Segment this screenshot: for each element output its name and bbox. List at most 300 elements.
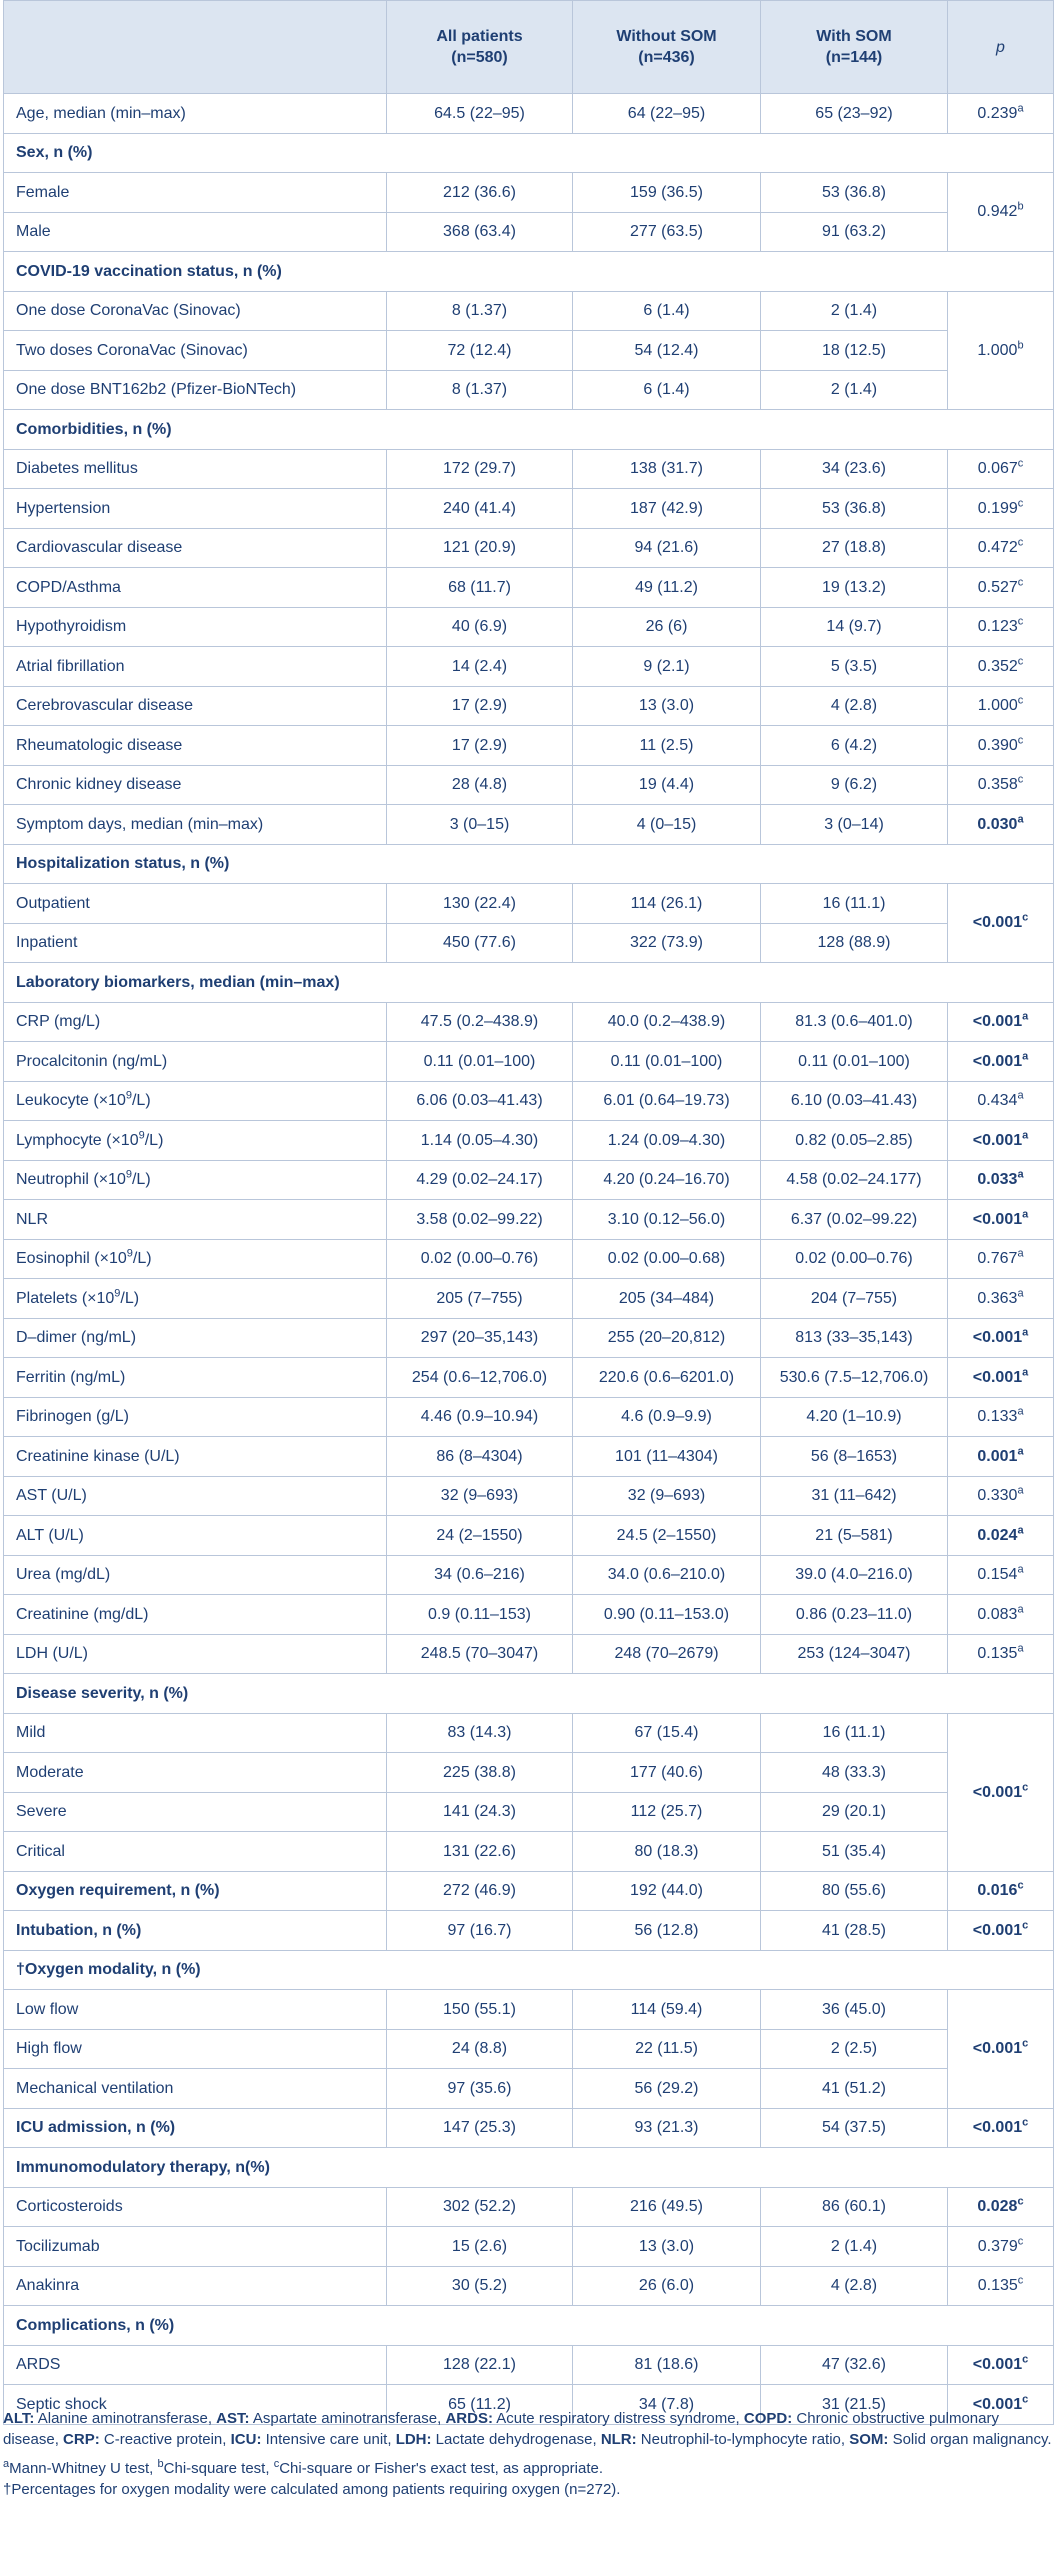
value-with-som: 2 (1.4): [761, 292, 948, 331]
section-row: [4, 1951, 1054, 1990]
table-row: [4, 2188, 1054, 2227]
value-without-som: 64 (22–95): [573, 94, 761, 134]
table-row: [4, 1635, 1054, 1674]
section-row: [4, 134, 1054, 173]
p-value: <0.001$^c$: [948, 2109, 1054, 2148]
p-value: 0.024$^a$: [948, 1516, 1054, 1556]
value-without-som: 26 (6): [573, 608, 761, 647]
row-label: Oxygen requirement, n (%): [4, 1872, 387, 1911]
value-without-som: 101 (11–4304): [573, 1437, 761, 1477]
value-without-som: 322 (73.9): [573, 924, 761, 963]
row-label: Platelets $(\times 10^9/L)$: [4, 1279, 387, 1319]
value-with-som: 530.6 (7.5–12,706.0): [761, 1358, 948, 1398]
value-all-patients: 0.9 (0.11–153): [387, 1595, 573, 1635]
p-value: 0.358$^c$: [948, 766, 1054, 805]
value-without-som: 54 (12.4): [573, 331, 761, 371]
value-all-patients: 83 (14.3): [387, 1714, 573, 1753]
section-heading: Laboratory biomarkers, median (min–max): [4, 963, 1054, 1003]
header-p-value: p: [948, 1, 1054, 94]
row-label: Mechanical ventilation: [4, 2069, 387, 2109]
value-without-som: 220.6 (0.6–6201.0): [573, 1358, 761, 1398]
row-label: LDH (U/L): [4, 1635, 387, 1674]
value-with-som: 2 (1.4): [761, 2227, 948, 2267]
value-all-patients: 225 (38.8): [387, 1753, 573, 1793]
table-row: [4, 1595, 1054, 1635]
value-without-som: 248 (70–2679): [573, 1635, 761, 1674]
row-label: Male: [4, 213, 387, 252]
row-label: Ferritin (ng/mL): [4, 1358, 387, 1398]
row-label: Hypothyroidism: [4, 608, 387, 647]
value-without-som: 3.10 (0.12–56.0): [573, 1200, 761, 1240]
row-label: Atrial fibrillation: [4, 647, 387, 687]
value-all-patients: 131 (22.6): [387, 1832, 573, 1872]
value-all-patients: 141 (24.3): [387, 1793, 573, 1832]
value-without-som: 192 (44.0): [573, 1872, 761, 1911]
table-row: [4, 1477, 1054, 1516]
value-with-som: 81.3 (0.6–401.0): [761, 1003, 948, 1042]
row-label: Female: [4, 173, 387, 213]
table-row: [4, 1753, 1054, 1793]
p-value: 0.472$^c$: [948, 529, 1054, 568]
table-row: [4, 1319, 1054, 1358]
value-with-som: 204 (7–755): [761, 1279, 948, 1319]
p-value: 0.434$^a$: [948, 1082, 1054, 1121]
row-label: CRP (mg/L): [4, 1003, 387, 1042]
value-with-som: 6.10 (0.03–41.43): [761, 1082, 948, 1121]
value-without-som: 187 (42.9): [573, 489, 761, 529]
table-row: [4, 2267, 1054, 2306]
footnote-abbreviations: ALT: Alanine aminotransferase, AST: Aspartate aminotransferase, ARDS: Acute respiratory distress syndrome, COPD: Chronic obstructive pulmonary disease, CRP: C-reactive protein, ICU: Intensive care unit, LDH: Lactate dehydrogenase, NLR: Neutrophil-to-lymphocyte ratio, SOM: Solid organ malignancy.: [3, 2410, 1052, 2448]
value-with-som: 4 (2.8): [761, 687, 948, 726]
value-with-som: 16 (11.1): [761, 1714, 948, 1753]
section-row: [4, 963, 1054, 1003]
value-with-som: 31 (21.5): [761, 2385, 948, 2425]
value-with-som: 6.37 (0.02–99.22): [761, 1200, 948, 1240]
p-value: <0.001$^c$: [948, 884, 1054, 963]
value-all-patients: 147 (25.3): [387, 2109, 573, 2148]
p-value: 0.154$^a$: [948, 1556, 1054, 1595]
row-label: Low flow: [4, 1990, 387, 2030]
p-value: <0.001$^a$: [948, 1003, 1054, 1042]
value-with-som: 31 (11–642): [761, 1477, 948, 1516]
value-without-som: 81 (18.6): [573, 2346, 761, 2385]
p-value: 1.000$^c$: [948, 687, 1054, 726]
p-value: 0.379$^c$: [948, 2227, 1054, 2267]
value-without-som: 4.20 (0.24–16.70): [573, 1161, 761, 1200]
section-heading: †Oxygen modality, n (%): [4, 1951, 1054, 1990]
table-row: [4, 1200, 1054, 1240]
value-all-patients: 212 (36.6): [387, 173, 573, 213]
row-label: Symptom days, median (min–max): [4, 805, 387, 845]
p-value: 0.330$^a$: [948, 1477, 1054, 1516]
value-all-patients: 8 (1.37): [387, 292, 573, 331]
value-all-patients: 47.5 (0.2–438.9): [387, 1003, 573, 1042]
p-value: 0.030$^a$: [948, 805, 1054, 845]
header-with-som: With SOM (n=144): [761, 1, 948, 94]
patient-characteristics-table: [3, 0, 1054, 2425]
table-row: [4, 1556, 1054, 1595]
table-row: [4, 884, 1054, 924]
value-without-som: 138 (31.7): [573, 450, 761, 489]
value-all-patients: 128 (22.1): [387, 2346, 573, 2385]
value-without-som: 56 (12.8): [573, 1911, 761, 1951]
value-without-som: 6 (1.4): [573, 292, 761, 331]
value-all-patients: 272 (46.9): [387, 1872, 573, 1911]
table-row: [4, 173, 1054, 213]
value-with-som: 19 (13.2): [761, 568, 948, 608]
table-row: [4, 1793, 1054, 1832]
value-with-som: 34 (23.6): [761, 450, 948, 489]
value-all-patients: 0.02 (0.00–0.76): [387, 1240, 573, 1279]
header-without-som: Without SOM (n=436): [573, 1, 761, 94]
row-label: Lymphocyte $(\times 10^9/L)$: [4, 1121, 387, 1161]
table-row: [4, 94, 1054, 134]
row-label: Inpatient: [4, 924, 387, 963]
row-label: ICU admission, n (%): [4, 2109, 387, 2148]
value-without-som: 159 (36.5): [573, 173, 761, 213]
table-row: [4, 1161, 1054, 1200]
value-all-patients: 4.46 (0.9–10.94): [387, 1398, 573, 1437]
p-value: 0.083$^a$: [948, 1595, 1054, 1635]
value-with-som: 4 (2.8): [761, 2267, 948, 2306]
value-all-patients: 3.58 (0.02–99.22): [387, 1200, 573, 1240]
value-without-som: 19 (4.4): [573, 766, 761, 805]
row-label: Severe: [4, 1793, 387, 1832]
value-with-som: 48 (33.3): [761, 1753, 948, 1793]
value-all-patients: 28 (4.8): [387, 766, 573, 805]
value-with-som: 39.0 (4.0–216.0): [761, 1556, 948, 1595]
value-all-patients: 65 (11.2): [387, 2385, 573, 2425]
value-with-som: 253 (124–3047): [761, 1635, 948, 1674]
value-with-som: 2 (1.4): [761, 371, 948, 410]
p-value: 0.352$^c$: [948, 647, 1054, 687]
p-value: 0.028$^c$: [948, 2188, 1054, 2227]
p-value: <0.001$^c$: [948, 1714, 1054, 1872]
value-without-som: 177 (40.6): [573, 1753, 761, 1793]
row-label: Two doses CoronaVac (Sinovac): [4, 331, 387, 371]
section-heading: COVID-19 vaccination status, n (%): [4, 252, 1054, 292]
value-all-patients: 32 (9–693): [387, 1477, 573, 1516]
row-label: Leukocyte $(\times 10^9/L)$: [4, 1082, 387, 1121]
row-label: Creatinine (mg/dL): [4, 1595, 387, 1635]
p-value: 0.767$^a$: [948, 1240, 1054, 1279]
row-label: Moderate: [4, 1753, 387, 1793]
table-row: [4, 1358, 1054, 1398]
value-with-som: 9 (6.2): [761, 766, 948, 805]
p-value: 0.199$^c$: [948, 489, 1054, 529]
row-label: Neutrophil $(\times 10^9/L)$: [4, 1161, 387, 1200]
value-all-patients: 15 (2.6): [387, 2227, 573, 2267]
row-label: Procalcitonin (ng/mL): [4, 1042, 387, 1082]
value-with-som: 0.86 (0.23–11.0): [761, 1595, 948, 1635]
value-all-patients: 1.14 (0.05–4.30): [387, 1121, 573, 1161]
section-row: [4, 2148, 1054, 2188]
value-without-som: 26 (6.0): [573, 2267, 761, 2306]
section-row: [4, 2306, 1054, 2346]
value-with-som: 80 (55.6): [761, 1872, 948, 1911]
p-value: 0.033$^a$: [948, 1161, 1054, 1200]
value-all-patients: 297 (20–35,143): [387, 1319, 573, 1358]
row-label: Mild: [4, 1714, 387, 1753]
value-with-som: 4.20 (1–10.9): [761, 1398, 948, 1437]
p-value: 0.942$^b$: [948, 173, 1054, 252]
table-row: [4, 2069, 1054, 2109]
p-value: <0.001$^c$: [948, 2385, 1054, 2425]
value-without-som: 114 (26.1): [573, 884, 761, 924]
value-with-som: 91 (63.2): [761, 213, 948, 252]
row-label: One dose CoronaVac (Sinovac): [4, 292, 387, 331]
value-with-som: 128 (88.9): [761, 924, 948, 963]
value-with-som: 16 (11.1): [761, 884, 948, 924]
table-row: [4, 568, 1054, 608]
p-value: <0.001$^a$: [948, 1042, 1054, 1082]
table-row: [4, 2346, 1054, 2385]
value-with-som: 14 (9.7): [761, 608, 948, 647]
row-label: Critical: [4, 1832, 387, 1872]
footnote-oxygen-modality: †Percentages for oxygen modality were calculated among patients requiring oxygen (n=272).: [3, 2481, 621, 2498]
value-with-som: 51 (35.4): [761, 1832, 948, 1872]
row-label: D–dimer (ng/mL): [4, 1319, 387, 1358]
value-without-som: 13 (3.0): [573, 687, 761, 726]
row-label: Hypertension: [4, 489, 387, 529]
value-all-patients: 205 (7–755): [387, 1279, 573, 1319]
value-without-som: 40.0 (0.2–438.9): [573, 1003, 761, 1042]
table-row: [4, 450, 1054, 489]
row-label: One dose BNT162b2 (Pfizer-BioNTech): [4, 371, 387, 410]
table-row: [4, 608, 1054, 647]
value-all-patients: 121 (20.9): [387, 529, 573, 568]
section-row: [4, 845, 1054, 884]
row-label: Urea (mg/dL): [4, 1556, 387, 1595]
value-all-patients: 4.29 (0.02–24.17): [387, 1161, 573, 1200]
value-all-patients: 24 (8.8): [387, 2030, 573, 2069]
value-with-som: 6 (4.2): [761, 726, 948, 766]
value-without-som: 6.01 (0.64–19.73): [573, 1082, 761, 1121]
row-label: Intubation, n (%): [4, 1911, 387, 1951]
value-with-som: 2 (2.5): [761, 2030, 948, 2069]
p-value: <0.001$^c$: [948, 2346, 1054, 2385]
value-without-som: 277 (63.5): [573, 213, 761, 252]
row-label: Outpatient: [4, 884, 387, 924]
value-without-som: 0.90 (0.11–153.0): [573, 1595, 761, 1635]
value-all-patients: 14 (2.4): [387, 647, 573, 687]
p-value: <0.001$^a$: [948, 1121, 1054, 1161]
value-with-som: 0.82 (0.05–2.85): [761, 1121, 948, 1161]
table-row: [4, 1042, 1054, 1082]
p-value: <0.001$^a$: [948, 1358, 1054, 1398]
value-without-som: 34.0 (0.6–210.0): [573, 1556, 761, 1595]
value-all-patients: 130 (22.4): [387, 884, 573, 924]
value-all-patients: 24 (2–1550): [387, 1516, 573, 1556]
footnote-statistical-tests: $^a$Mann-Whitney U test, $^b$Chi-square test, $^c$Chi-square or Fisher's exact test, as appropriate.: [3, 2458, 604, 2477]
table-row: [4, 1003, 1054, 1042]
value-all-patients: 0.11 (0.01–100): [387, 1042, 573, 1082]
value-with-som: 813 (33–35,143): [761, 1319, 948, 1358]
p-value: 0.135$^a$: [948, 1635, 1054, 1674]
value-without-som: 93 (21.3): [573, 2109, 761, 2148]
value-without-som: 4.6 (0.9–9.9): [573, 1398, 761, 1437]
value-with-som: 41 (28.5): [761, 1911, 948, 1951]
row-label: Creatinine kinase (U/L): [4, 1437, 387, 1477]
value-all-patients: 97 (35.6): [387, 2069, 573, 2109]
row-label: Eosinophil $(\times 10^9/L)$: [4, 1240, 387, 1279]
header-label-col: [4, 1, 387, 94]
row-label: Rheumatologic disease: [4, 726, 387, 766]
table-row: [4, 1240, 1054, 1279]
value-all-patients: 368 (63.4): [387, 213, 573, 252]
value-with-som: 0.02 (0.00–0.76): [761, 1240, 948, 1279]
value-without-som: 6 (1.4): [573, 371, 761, 410]
value-without-som: 32 (9–693): [573, 1477, 761, 1516]
value-without-som: 34 (7.8): [573, 2385, 761, 2425]
p-value: 0.016$^c$: [948, 1872, 1054, 1911]
value-all-patients: 240 (41.4): [387, 489, 573, 529]
p-value: <0.001$^c$: [948, 1990, 1054, 2109]
row-label: Cardiovascular disease: [4, 529, 387, 568]
value-without-som: 255 (20–20,812): [573, 1319, 761, 1358]
row-label: Chronic kidney disease: [4, 766, 387, 805]
value-without-som: 0.02 (0.00–0.68): [573, 1240, 761, 1279]
p-value: 0.135$^c$: [948, 2267, 1054, 2306]
p-value: 0.390$^c$: [948, 726, 1054, 766]
table-row: [4, 1516, 1054, 1556]
value-with-som: 53 (36.8): [761, 489, 948, 529]
value-all-patients: 150 (55.1): [387, 1990, 573, 2030]
section-row: [4, 1674, 1054, 1714]
value-all-patients: 97 (16.7): [387, 1911, 573, 1951]
section-heading: Comorbidities, n (%): [4, 410, 1054, 450]
value-without-som: 67 (15.4): [573, 1714, 761, 1753]
value-without-som: 11 (2.5): [573, 726, 761, 766]
table-row: [4, 1872, 1054, 1911]
p-value: 1.000$^b$: [948, 292, 1054, 410]
value-with-som: 36 (45.0): [761, 1990, 948, 2030]
table-row: [4, 766, 1054, 805]
table-row: [4, 1082, 1054, 1121]
value-all-patients: 248.5 (70–3047): [387, 1635, 573, 1674]
row-label: COPD/Asthma: [4, 568, 387, 608]
p-value: <0.001$^a$: [948, 1319, 1054, 1358]
value-with-som: 18 (12.5): [761, 331, 948, 371]
value-with-som: 4.58 (0.02–24.177): [761, 1161, 948, 1200]
row-label: NLR: [4, 1200, 387, 1240]
section-row: [4, 410, 1054, 450]
p-value: 0.067$^c$: [948, 450, 1054, 489]
header-row: [4, 1, 1054, 94]
value-with-som: 54 (37.5): [761, 2109, 948, 2148]
row-label: Fibrinogen (g/L): [4, 1398, 387, 1437]
row-label: ARDS: [4, 2346, 387, 2385]
table-row: [4, 2227, 1054, 2267]
section-heading: Complications, n (%): [4, 2306, 1054, 2346]
value-with-som: 47 (32.6): [761, 2346, 948, 2385]
table-row: [4, 489, 1054, 529]
table-row: [4, 687, 1054, 726]
value-without-som: 1.24 (0.09–4.30): [573, 1121, 761, 1161]
table-row: [4, 529, 1054, 568]
value-without-som: 22 (11.5): [573, 2030, 761, 2069]
value-with-som: 29 (20.1): [761, 1793, 948, 1832]
value-all-patients: 17 (2.9): [387, 687, 573, 726]
value-without-som: 216 (49.5): [573, 2188, 761, 2227]
table-row: [4, 1714, 1054, 1753]
table-row: [4, 1121, 1054, 1161]
row-label: High flow: [4, 2030, 387, 2069]
value-with-som: 0.11 (0.01–100): [761, 1042, 948, 1082]
row-label: ALT (U/L): [4, 1516, 387, 1556]
table-row: [4, 371, 1054, 410]
value-all-patients: 8 (1.37): [387, 371, 573, 410]
table-row: [4, 805, 1054, 845]
p-value: 0.133$^a$: [948, 1398, 1054, 1437]
table-row: [4, 924, 1054, 963]
table-row: [4, 726, 1054, 766]
value-with-som: 53 (36.8): [761, 173, 948, 213]
row-label: Diabetes mellitus: [4, 450, 387, 489]
p-value: <0.001$^a$: [948, 1200, 1054, 1240]
section-heading: Disease severity, n (%): [4, 1674, 1054, 1714]
value-with-som: 21 (5–581): [761, 1516, 948, 1556]
value-all-patients: 34 (0.6–216): [387, 1556, 573, 1595]
table-row: [4, 1398, 1054, 1437]
table-row: [4, 647, 1054, 687]
value-without-som: 112 (25.7): [573, 1793, 761, 1832]
row-label: Septic shock: [4, 2385, 387, 2425]
p-value: <0.001$^c$: [948, 1911, 1054, 1951]
table-row: [4, 2109, 1054, 2148]
value-all-patients: 3 (0–15): [387, 805, 573, 845]
value-without-som: 94 (21.6): [573, 529, 761, 568]
p-value: 0.239$^a$: [948, 94, 1054, 134]
table-row: [4, 2030, 1054, 2069]
row-label: Age, median (min–max): [4, 94, 387, 134]
row-label: Corticosteroids: [4, 2188, 387, 2227]
row-label: AST (U/L): [4, 1477, 387, 1516]
value-all-patients: 68 (11.7): [387, 568, 573, 608]
value-all-patients: 6.06 (0.03–41.43): [387, 1082, 573, 1121]
value-with-som: 5 (3.5): [761, 647, 948, 687]
value-all-patients: 86 (8–4304): [387, 1437, 573, 1477]
value-all-patients: 72 (12.4): [387, 331, 573, 371]
value-with-som: 41 (51.2): [761, 2069, 948, 2109]
value-without-som: 56 (29.2): [573, 2069, 761, 2109]
header-all-patients: All patients (n=580): [387, 1, 573, 94]
table-row: [4, 292, 1054, 331]
value-all-patients: 40 (6.9): [387, 608, 573, 647]
value-all-patients: 64.5 (22–95): [387, 94, 573, 134]
value-without-som: 80 (18.3): [573, 1832, 761, 1872]
table-row: [4, 1437, 1054, 1477]
table-row: [4, 1832, 1054, 1872]
value-all-patients: 30 (5.2): [387, 2267, 573, 2306]
value-without-som: 4 (0–15): [573, 805, 761, 845]
row-label: Tocilizumab: [4, 2227, 387, 2267]
value-all-patients: 172 (29.7): [387, 450, 573, 489]
value-all-patients: 302 (52.2): [387, 2188, 573, 2227]
section-row: [4, 252, 1054, 292]
value-without-som: 13 (3.0): [573, 2227, 761, 2267]
section-heading: Sex, n (%): [4, 134, 1054, 173]
table-row: [4, 1279, 1054, 1319]
value-with-som: 27 (18.8): [761, 529, 948, 568]
value-without-som: 0.11 (0.01–100): [573, 1042, 761, 1082]
section-heading: Hospitalization status, n (%): [4, 845, 1054, 884]
value-with-som: 65 (23–92): [761, 94, 948, 134]
value-all-patients: 17 (2.9): [387, 726, 573, 766]
value-without-som: 205 (34–484): [573, 1279, 761, 1319]
value-all-patients: 254 (0.6–12,706.0): [387, 1358, 573, 1398]
value-without-som: 49 (11.2): [573, 568, 761, 608]
